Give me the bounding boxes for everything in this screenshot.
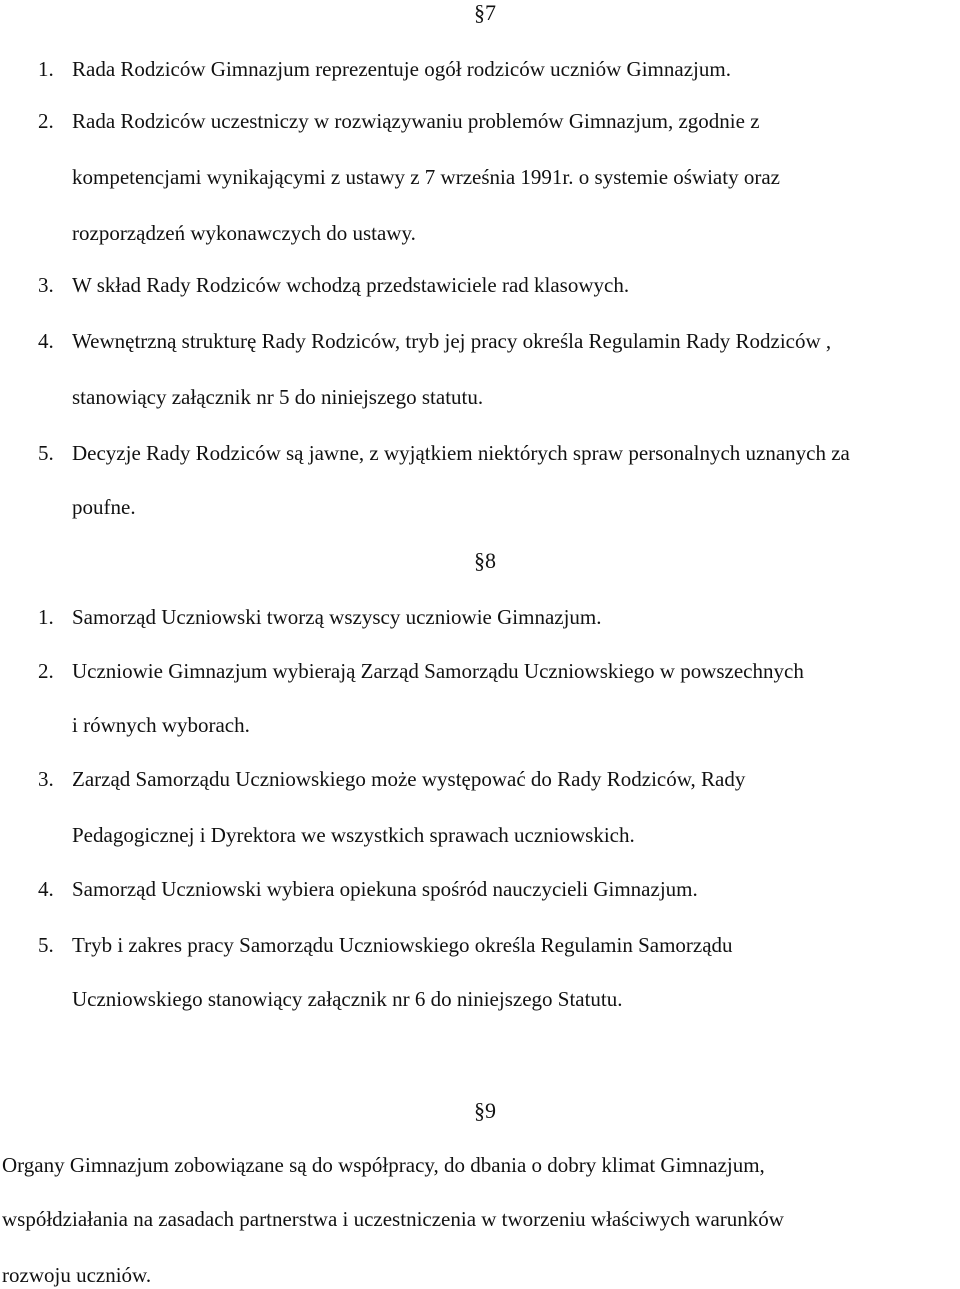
- section-9-paragraph-line-3: rozwoju uczniów.: [2, 1263, 152, 1287]
- section-7-item-5-line-2: poufne.: [72, 495, 136, 519]
- section-7-item-3-number: 3.: [38, 273, 54, 297]
- section-9-paragraph-line-2: współdziałania na zasadach partnerstwa i uczestniczenia w tworzeniu właściwych warunków: [2, 1207, 784, 1231]
- section-7-item-4-number: 4.: [38, 329, 54, 353]
- section-7-heading: §7: [474, 0, 496, 25]
- section-8-item-3-number: 3.: [38, 767, 54, 791]
- section-7-item-1-number: 1.: [38, 57, 54, 81]
- section-9-paragraph-line-1: Organy Gimnazjum zobowiązane są do współpracy, do dbania o dobry klimat Gimnazjum,: [2, 1153, 765, 1177]
- section-7-item-2-line-1: Rada Rodziców uczestniczy w rozwiązywaniu problemów Gimnazjum, zgodnie z: [72, 109, 760, 133]
- section-7-item-5-line-1: Decyzje Rady Rodziców są jawne, z wyjątkiem niektórych spraw personalnych uznanych za: [72, 441, 850, 465]
- section-7-item-4-line-2: stanowiący załącznik nr 5 do niniejszego statutu.: [72, 385, 484, 409]
- section-7-item-2-number: 2.: [38, 109, 54, 133]
- section-8-item-3-line-2: Pedagogicznej i Dyrektora we wszystkich sprawach uczniowskich.: [72, 823, 635, 847]
- section-9-heading: §9: [474, 1098, 496, 1123]
- section-7-item-2-line-3: rozporządzeń wykonawczych do ustawy.: [72, 221, 416, 245]
- section-8-item-4-number: 4.: [38, 877, 54, 901]
- section-7-item-4-line-1: Wewnętrzną strukturę Rady Rodziców, tryb jej pracy określa Regulamin Rady Rodziców ,: [72, 329, 832, 353]
- section-8-heading: §8: [474, 548, 496, 573]
- section-8-item-5-line-1: Tryb i zakres pracy Samorządu Uczniowskiego określa Regulamin Samorządu: [72, 933, 733, 957]
- section-8-item-1-line-1: Samorząd Uczniowski tworzą wszyscy uczniowie Gimnazjum.: [72, 605, 602, 629]
- section-8-item-2-line-2: i równych wyborach.: [72, 713, 250, 737]
- section-7-item-2-line-2: kompetencjami wynikającymi z ustawy z 7 września 1991r. o systemie oświaty oraz: [72, 165, 780, 189]
- section-8-item-2-number: 2.: [38, 659, 54, 683]
- section-8-item-4-line-1: Samorząd Uczniowski wybiera opiekuna spośród nauczycieli Gimnazjum.: [72, 877, 698, 901]
- section-7-item-5-number: 5.: [38, 441, 54, 465]
- section-8-item-2-line-1: Uczniowie Gimnazjum wybierają Zarząd Samorządu Uczniowskiego w powszechnych: [72, 659, 804, 683]
- section-8-item-5-line-2: Uczniowskiego stanowiący załącznik nr 6 do niniejszego Statutu.: [72, 987, 623, 1011]
- section-8-item-5-number: 5.: [38, 933, 54, 957]
- section-8-item-3-line-1: Zarząd Samorządu Uczniowskiego może występować do Rady Rodziców, Rady: [72, 767, 746, 791]
- section-7-item-1-line-1: Rada Rodziców Gimnazjum reprezentuje ogół rodziców uczniów Gimnazjum.: [72, 57, 731, 81]
- section-8-item-1-number: 1.: [38, 605, 54, 629]
- section-7-item-3-line-1: W skład Rady Rodziców wchodzą przedstawiciele rad klasowych.: [72, 273, 630, 297]
